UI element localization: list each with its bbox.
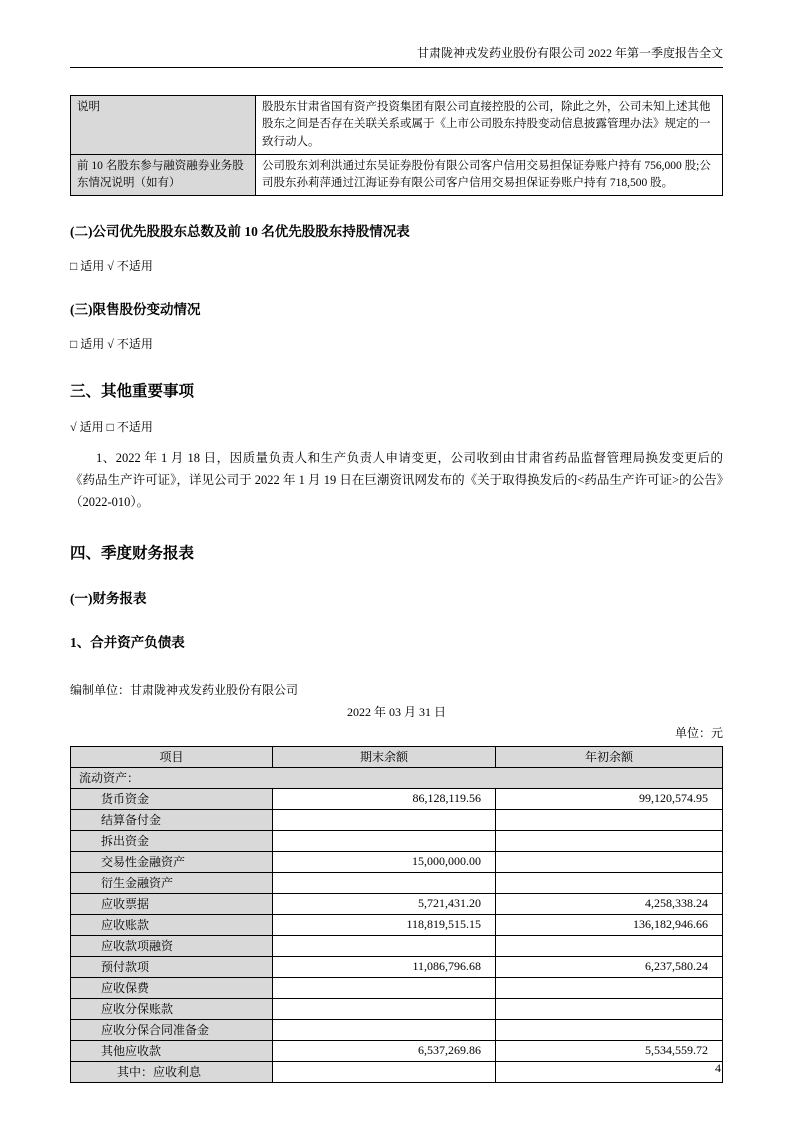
end-balance — [273, 998, 496, 1019]
table-row — [71, 809, 723, 830]
begin-balance: 99,120,574.95 — [496, 788, 723, 809]
page-header — [70, 44, 723, 68]
begin-balance — [496, 998, 723, 1019]
row-label: 衍生金融资产 — [71, 872, 273, 893]
begin-balance — [496, 851, 723, 872]
begin-balance — [496, 935, 723, 956]
section-preferred-shareholders-title: (二)公司优先股股东总数及前 10 名优先股股东持股情况表 — [70, 224, 410, 240]
table-row — [71, 935, 723, 956]
row-label: 交易性金融资产 — [71, 851, 273, 872]
balance-sheet-table — [70, 746, 723, 1083]
page-number: 4 — [715, 1061, 721, 1075]
row-label: 货币资金 — [71, 788, 273, 809]
table-row — [71, 872, 723, 893]
table-row — [71, 788, 723, 809]
financial-statements-subtitle: (一)财务报表 — [70, 590, 147, 606]
section-quarterly-statements-title: 四、季度财务报表 — [70, 544, 195, 562]
shareholder-notes-table — [70, 95, 723, 196]
table-row — [71, 956, 723, 977]
begin-balance: 5,534,559.72 — [496, 1040, 723, 1061]
table-row — [71, 1040, 723, 1061]
end-balance: 5,721,431.20 — [273, 893, 496, 914]
note-label: 前 10 名股东参与融资融券业务股东情况说明（如有） — [71, 154, 256, 196]
row-label: 拆出资金 — [71, 830, 273, 851]
balance-sheet-title: 1、合并资产负债表 — [70, 634, 185, 650]
row-label: 其中：应收利息 — [71, 1061, 273, 1082]
begin-balance — [496, 1061, 723, 1082]
table-section-row — [71, 767, 723, 788]
begin-balance: 6,237,580.24 — [496, 956, 723, 977]
table-header-row — [71, 746, 723, 767]
row-label: 预付款项 — [71, 956, 273, 977]
column-header-end-balance: 期末余额 — [273, 746, 496, 767]
report-title: 甘肃陇神戎发药业股份有限公司 2022 年第一季度报告全文 — [416, 46, 723, 60]
row-label: 结算备付金 — [71, 809, 273, 830]
unit-label: 单位：元 — [674, 725, 723, 740]
row-label: 应收保费 — [71, 977, 273, 998]
end-balance: 118,819,515.15 — [273, 914, 496, 935]
end-balance: 11,086,796.68 — [273, 956, 496, 977]
begin-balance: 136,182,946.66 — [496, 914, 723, 935]
table-row — [71, 998, 723, 1019]
table-row — [71, 96, 723, 155]
begin-balance — [496, 830, 723, 851]
note-label: 说明 — [71, 96, 256, 155]
prepared-by-line: 编制单位：甘肃陇神戎发药业股份有限公司 — [70, 682, 299, 697]
row-label: 应收分保账款 — [71, 998, 273, 1019]
column-header-item: 项目 — [71, 746, 273, 767]
table-row — [71, 830, 723, 851]
begin-balance — [496, 872, 723, 893]
section-other-important-matters-title: 三、其他重要事项 — [70, 383, 195, 401]
applicability-line: □ 适用 √ 不适用 — [70, 259, 153, 274]
begin-balance — [496, 809, 723, 830]
column-header-begin-balance: 年初余额 — [496, 746, 723, 767]
end-balance: 6,537,269.86 — [273, 1040, 496, 1061]
statement-date: 2022 年 03 月 31 日 — [346, 704, 446, 719]
end-balance — [273, 830, 496, 851]
end-balance: 86,128,119.56 — [273, 788, 496, 809]
end-balance — [273, 872, 496, 893]
end-balance — [273, 1019, 496, 1040]
end-balance — [273, 1061, 496, 1082]
row-label: 流动资产： — [71, 767, 723, 788]
end-balance — [273, 809, 496, 830]
row-label: 应收账款 — [71, 914, 273, 935]
begin-balance: 4,258,338.24 — [496, 893, 723, 914]
applicability-line: √ 适用 □ 不适用 — [70, 420, 153, 435]
table-row — [71, 914, 723, 935]
begin-balance — [496, 1019, 723, 1040]
row-label: 应收票据 — [71, 893, 273, 914]
row-label: 其他应收款 — [71, 1040, 273, 1061]
table-row — [71, 977, 723, 998]
table-row — [71, 1061, 723, 1082]
note-content: 股股东甘肃省国有资产投资集团有限公司直接控股的公司，除此之外，公司未知上述其他股东之间是否存在关联关系或属于《上市公司股东持股变动信息披露管理办法》规定的一致行动人。 — [256, 96, 723, 155]
end-balance: 15,000,000.00 — [273, 851, 496, 872]
table-row — [71, 154, 723, 196]
table-row — [71, 851, 723, 872]
row-label: 应收分保合同准备金 — [71, 1019, 273, 1040]
applicability-line: □ 适用 √ 不适用 — [70, 337, 153, 352]
table-row — [71, 893, 723, 914]
end-balance — [273, 935, 496, 956]
row-label: 应收款项融资 — [71, 935, 273, 956]
section-restricted-shares-title: (三)限售股份变动情况 — [70, 302, 201, 318]
end-balance — [273, 977, 496, 998]
table-row — [71, 1019, 723, 1040]
note-content: 公司股东刘利洪通过东吴证券股份有限公司客户信用交易担保证券账户持有 756,000 股;公司股东孙莉萍通过江海证券有限公司客户信用交易担保证券账户持有 718,500 股。 — [256, 154, 723, 196]
other-matters-paragraph: 1、2022 年 1 月 18 日，因质量负责人和生产负责人申请变更，公司收到由甘肃省药品监督管理局换发变更后的《药品生产许可证》，详见公司于 2022 年 1 月 19 日在巨潮资讯网发布的《关于取得换发后的<药品生产许可证>的公告》（2022-010）。 — [70, 451, 723, 509]
begin-balance — [496, 977, 723, 998]
